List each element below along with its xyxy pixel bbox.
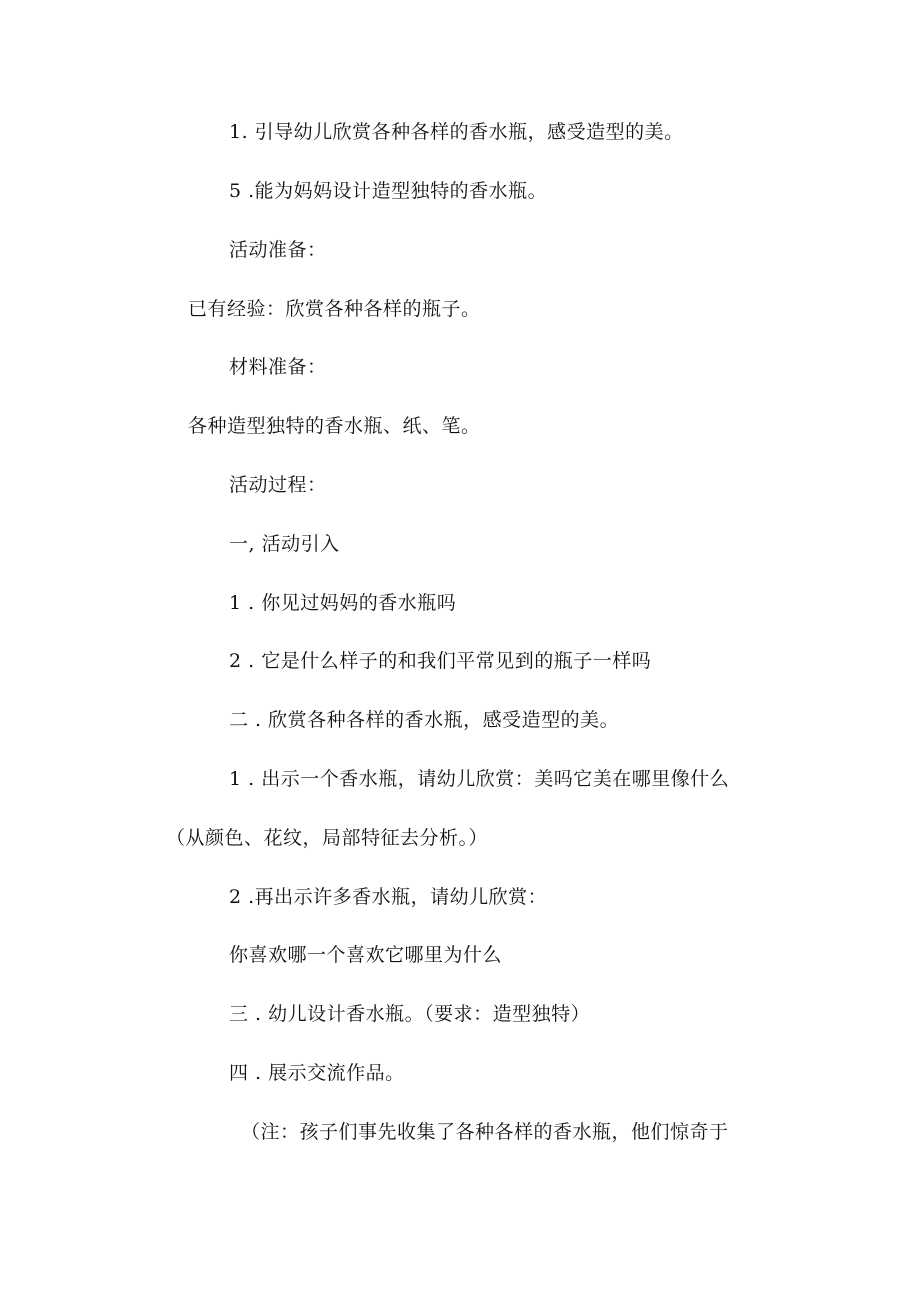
- materials-line: 各种造型独特的香水瓶、纸、笔。: [188, 415, 481, 437]
- section-one-item-1: 1 . 你见过妈妈的香水瓶吗: [229, 592, 457, 614]
- section-one-heading: 一, 活动引入: [229, 533, 340, 555]
- section-two-item-2-question: 你喜欢哪一个喜欢它哪里为什么: [229, 944, 503, 966]
- heading-activity-process: 活动过程：: [229, 474, 327, 496]
- section-two-item-2: 2 .再出示许多香水瓶，请幼儿欣赏：: [229, 886, 548, 908]
- section-two-item-1-note: （从颜色、花纹，局部特征去分析。）: [166, 827, 489, 849]
- section-two-heading: 二 . 欣赏各种各样的香水瓶，感受造型的美。: [229, 709, 620, 731]
- objective-line-5: 5 .能为妈妈设计造型独特的香水瓶。: [229, 180, 548, 202]
- heading-activity-preparation: 活动准备：: [229, 239, 327, 261]
- section-four-heading: 四 . 展示交流作品。: [229, 1062, 405, 1084]
- prior-experience-line: 已有经验：欣赏各种各样的瓶子。: [188, 298, 481, 320]
- note-line: （注：孩子们事先收集了各种各样的香水瓶，他们惊奇于: [241, 1121, 729, 1143]
- section-one-item-2: 2 . 它是什么样子的和我们平常见到的瓶子一样吗: [229, 650, 652, 672]
- objective-line-1: 1. 引导幼儿欣赏各种各样的香水瓶，感受造型的美。: [229, 121, 684, 143]
- section-two-item-1: 1 . 出示一个香水瓶，请幼儿欣赏：美吗它美在哪里像什么: [229, 768, 730, 790]
- heading-material-preparation: 材料准备：: [229, 356, 327, 378]
- section-three-heading: 三 . 幼儿设计香水瓶。（要求：造型独特）: [229, 1003, 591, 1025]
